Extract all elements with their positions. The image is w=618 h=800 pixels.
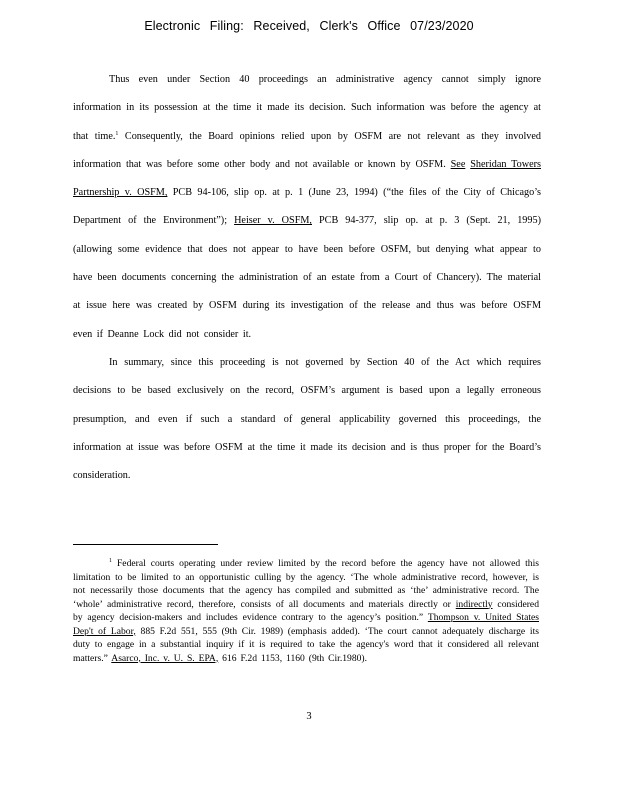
citation-thompson: Thompson v. United States Dep't of Labor, — [73, 612, 539, 637]
footnote-text-1: Federal courts operating under review limited by the record before the agency have not allowed this limitation to be limited to an opportunistic culling by the agency. ‘The whole administrative record, however, is not necessarily those documents that the agency has compiled and submitted as ‘the’ administrative record. The ‘whole’ administrative record, therefore, consists of all documents and materials directly or — [73, 558, 539, 610]
citation-asarco: Asarco, Inc. v. U. S. EPA, — [111, 652, 219, 664]
paragraph1-text-2: Consequently, the Board opinions relied upon by OSFM are not relevant as they involved information that was before some other body and not available or known by OSFM. — [73, 130, 541, 170]
paragraph-summary: In summary, since this proceeding is not governed by Section 40 of the Act which requires decisions to be based exclusively on the record, OSFM’s argument is based upon a legally erroneous presumption, and even if such a standard of general applicability governed this proceedings, the information at issue was before OSFM at the time it made its decision and is thus proper for the Board’s consideration. — [73, 356, 541, 482]
citation-heiser: Heiser v. OSFM, — [234, 215, 312, 227]
citation-signal-see: See — [450, 158, 466, 170]
footnote-number: 1 — [109, 558, 112, 564]
footnote-text-4: 616 F.2d 1153, 1160 (9th Cir.1980). — [218, 652, 368, 664]
footnote-text-3: 885 F.2d 551, 555 (9th Cir. 1989) (emphasis added). ‘The court cannot adequately discharge its duty to engage in a substantial inquiry if it is required to take the agency's word that it considered all relevant matters.” — [73, 625, 539, 664]
citation-sheridan-towers: Sheridan Towers Partnership v. OSFM, — [73, 158, 541, 199]
paragraph1-text-1: Thus even under Section 40 proceedings an administrative agency cannot simply ignore information in its possession at the time it made its decision. Such information was before the agency at that time. — [73, 74, 541, 142]
body-text — [73, 66, 541, 490]
footnote-body — [73, 557, 539, 665]
footnote-reference: 1 — [115, 130, 119, 137]
paragraph1-text-3: PCB 94-106, slip op. at p. 1 (June 23, 1994) (“the files of the City of Chicago’s Department of the Environment”); — [73, 187, 541, 227]
paragraph-before-agency — [73, 66, 541, 349]
footnote-separator — [73, 544, 218, 545]
page-number: 3 — [306, 711, 312, 722]
footnote — [73, 557, 539, 665]
paragraph1-text-4: PCB 94-377, slip op. at p. 3 (Sept. 21, 1995) (allowing some evidence that does not appear to have been before OSFM, but denying what appear to have been documents concerning the administration of an estate from a Court of Chancery). The material at issue here was created by OSFM during its investigation of the release and thus was before OSFM even if Deanne Lock did not consider it. — [73, 215, 541, 340]
footnote-emphasis-indirectly: indirectly — [455, 598, 493, 610]
efiling-header: Electronic Filing: Received, Clerk's Office 07/23/2020 — [144, 19, 474, 33]
footnote-text-2: considered by agency decision-makers and includes evidence contrary to the agency’s position.” — [73, 598, 539, 623]
